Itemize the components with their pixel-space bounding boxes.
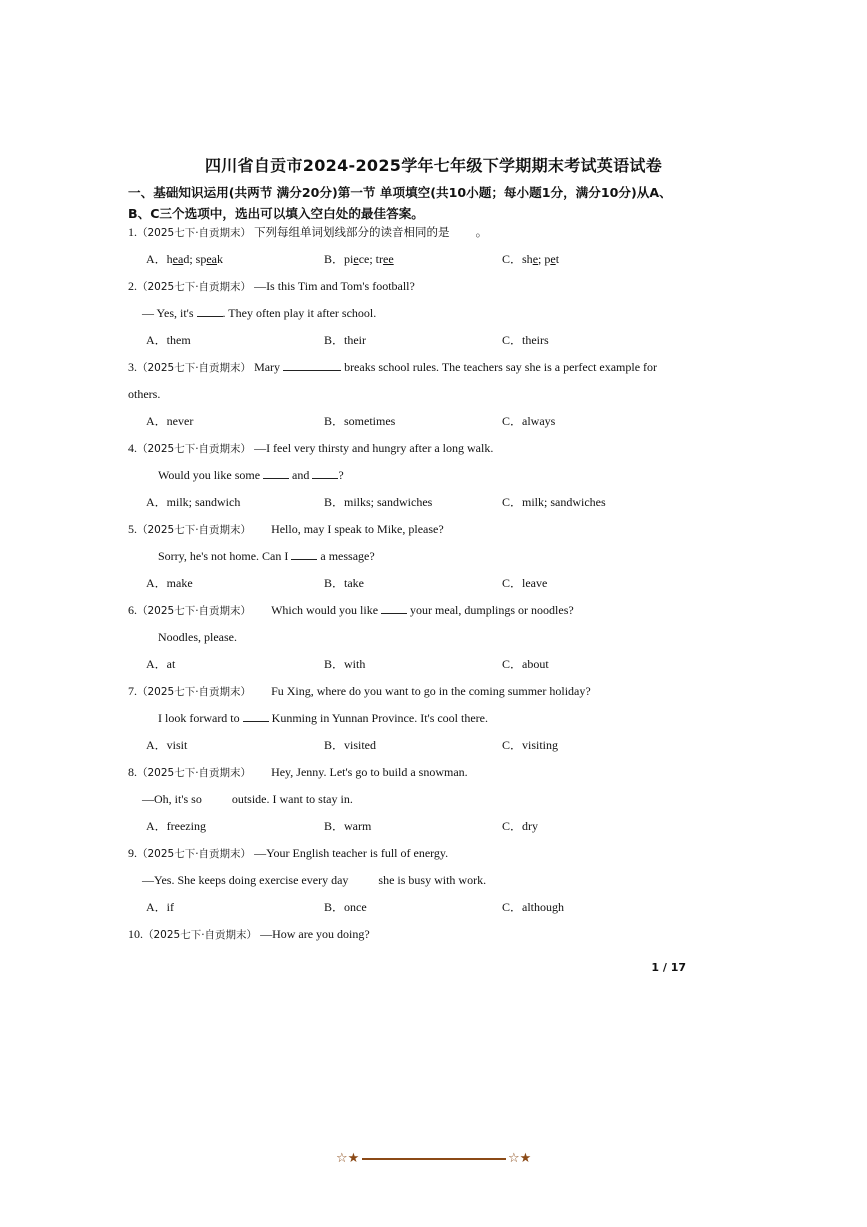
question-number: 1. (128, 225, 137, 239)
question-6: 6.（2025七下·自贡期末） Which would you like your meal, dumplings or noodles? (128, 603, 574, 617)
option-a[interactable]: A．freezing (146, 819, 206, 833)
question-text: 下列每组单词划线部分的读音相同的是 (254, 225, 450, 239)
question-3-line2: others. (128, 387, 161, 401)
question-10: 10.（2025七下·自贡期末） —How are you doing? (128, 927, 370, 941)
answer-blank[interactable] (197, 305, 223, 317)
option-c[interactable]: C．theirs (502, 333, 549, 347)
option-a[interactable]: A．make (146, 576, 193, 590)
question-7: 7.（2025七下·自贡期末） Fu Xing, where do you want to go in the coming summer holiday? (128, 684, 591, 698)
option-c[interactable]: C．she; pet (502, 252, 560, 266)
source-tag: （2025七下·自贡期末） (137, 227, 252, 239)
question-9-line2: —Yes. She keeps doing exercise every day she is busy with work. (142, 873, 487, 887)
option-b[interactable]: B．visited (324, 738, 377, 752)
option-a[interactable]: A．never (146, 414, 194, 428)
question-1: 1.（2025七下·自贡期末） 下列每组单词划线部分的读音相同的是 。 (128, 225, 488, 239)
option-c[interactable]: C．always (502, 414, 556, 428)
option-b[interactable]: B．their (324, 333, 366, 347)
question-9: 9.（2025七下·自贡期末） —Your English teacher is full of energy. (128, 846, 449, 860)
option-b[interactable]: B．once (324, 900, 367, 914)
footer-ornament (336, 1150, 534, 1168)
option-c[interactable]: C．leave (502, 576, 548, 590)
option-a[interactable]: A．milk; sandwich (146, 495, 241, 509)
option-c[interactable]: C．visiting (502, 738, 559, 752)
option-b[interactable]: B．sometimes (324, 414, 396, 428)
question-5-line2: Sorry, he's not home. Can I a message? (158, 549, 375, 563)
question-8: 8.（2025七下·自贡期末） Hey, Jenny. Let's go to build a snowman. (128, 765, 468, 779)
question-4: 4.（2025七下·自贡期末） —I feel very thirsty and hungry after a long walk. (128, 441, 494, 455)
question-3: 3.（2025七下·自贡期末） Mary breaks school rules. The teachers say she is a perfect example for (128, 360, 658, 374)
option-b[interactable]: B．piece; tree (324, 252, 394, 266)
option-a[interactable]: A．them (146, 333, 191, 347)
option-c[interactable]: C．dry (502, 819, 539, 833)
answer-blank[interactable] (312, 467, 338, 479)
page-number: 1 / 17 (651, 961, 686, 974)
option-a[interactable]: A．head; speak (146, 252, 223, 266)
question-2: 2.（2025七下·自贡期末） —Is this Tim and Tom's football? (128, 279, 415, 293)
question-5: 5.（2025七下·自贡期末） Hello, may I speak to Mike, please? (128, 522, 444, 536)
option-c[interactable]: C．although (502, 900, 564, 914)
answer-blank[interactable] (291, 548, 317, 560)
answer-blank[interactable] (243, 710, 269, 722)
option-b[interactable]: B．take (324, 576, 364, 590)
footer-divider (362, 1158, 506, 1160)
option-c[interactable]: C．about (502, 657, 549, 671)
question-6-line2: Noodles, please. (158, 630, 237, 644)
question-8-line2: —Oh, it's so outside. I want to stay in. (142, 792, 353, 806)
option-a[interactable]: A．visit (146, 738, 188, 752)
option-a[interactable]: A．at (146, 657, 176, 671)
option-c[interactable]: C．milk; sandwiches (502, 495, 606, 509)
answer-blank[interactable] (381, 602, 407, 614)
question-2-line2: — Yes, it's . They often play it after school. (142, 306, 377, 320)
exam-title: 四川省自贡市2024-2025学年七年级下学期期末考试英语试卷 (204, 156, 662, 175)
star-icon: ☆★ (336, 1151, 360, 1166)
star-icon: ☆★ (508, 1151, 532, 1166)
question-4-line2: Would you like some and ? (158, 468, 344, 482)
option-b[interactable]: B．milks; sandwiches (324, 495, 433, 509)
answer-blank[interactable] (283, 359, 341, 371)
section-header: 一、基础知识运用(共两节 满分20分)第一节 单项填空(共10小题；每小题1分，满分10分)从A、B、C三个选项中，选出可以填入空白处的最佳答案。 (128, 185, 672, 221)
answer-blank[interactable] (263, 467, 289, 479)
option-b[interactable]: B．with (324, 657, 366, 671)
option-b[interactable]: B．warm (324, 819, 372, 833)
question-7-line2: I look forward to Kunming in Yunnan Province. It's cool there. (158, 711, 489, 725)
option-a[interactable]: A．if (146, 900, 174, 914)
